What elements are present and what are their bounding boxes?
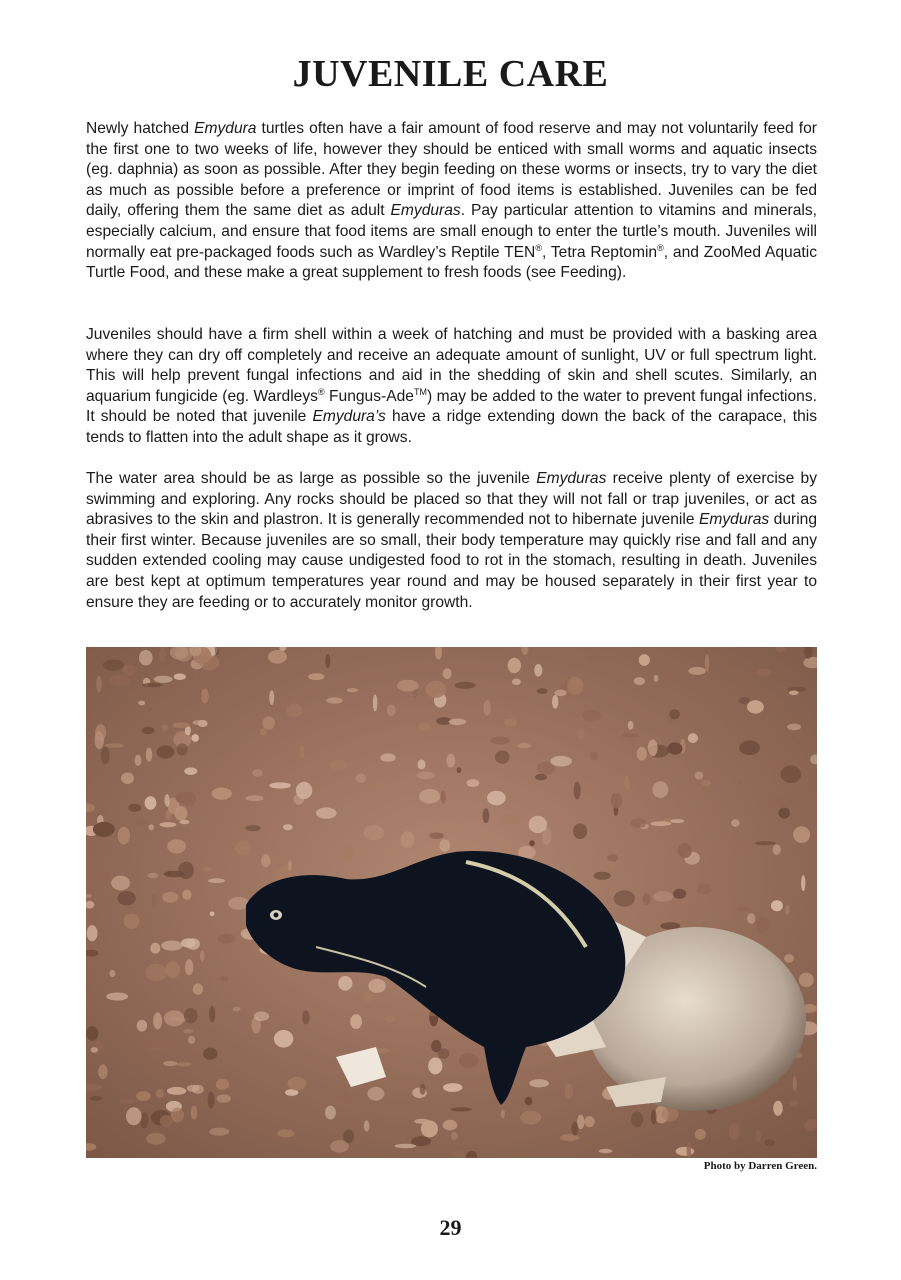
gravel-pebble [395,1144,416,1149]
gravel-pebble [262,717,275,730]
gravel-pebble [590,752,599,761]
gravel-pebble [135,755,142,766]
gravel-pebble [520,1111,541,1125]
gravel-pebble [212,788,232,800]
gravel-pebble [252,769,263,777]
gravel-pebble [87,925,98,941]
gravel-pebble [622,733,639,737]
text-run: , and ZooMed Aquatic Turtle Food, and these make a great supplement to fresh foods (see Feeding). [86,243,817,282]
gravel-pebble [160,822,177,827]
gravel-pebble [764,1139,775,1146]
gravel-pebble [705,654,710,671]
gravel-pebble [737,906,749,911]
gravel-pebble [330,760,347,771]
gravel-pebble [642,893,650,905]
gravel-pebble [203,1048,217,1060]
gravel-pebble [187,1085,200,1092]
gravel-pebble [159,648,166,663]
gravel-pebble [109,675,130,686]
gravel-pebble [182,890,191,900]
gravel-pebble [370,783,385,787]
gravel-pebble [142,727,155,735]
gravel-pebble [731,819,739,826]
gravel-pebble [162,892,178,903]
gravel-pebble [676,1147,694,1156]
gravel-pebble [419,789,440,804]
photo-caption: Photo by Darren Green. [703,1160,817,1172]
gravel-pebble [373,695,378,712]
gravel-pebble [446,754,455,768]
gravel-pebble [451,1107,472,1111]
gravel-pebble [296,782,312,799]
paragraph [86,119,817,284]
gravel-pebble [651,821,672,826]
gravel-pebble [440,839,451,852]
gravel-pebble [653,891,673,902]
gravel-pebble [668,742,683,754]
gravel-pebble [157,745,175,758]
gravel-pebble [245,795,263,801]
gravel-pebble [451,1132,458,1140]
gravel-pebble [235,841,251,855]
gravel-pebble [793,826,810,843]
gravel-pebble [554,690,566,697]
page-title: JUVENILE CARE [292,53,609,95]
gravel-pebble [120,1099,136,1104]
text-run: have a ridge extending down the back of the carapace, this tends to flatten into the adult shape as it grows. [86,408,817,446]
gravel-pebble [203,866,211,871]
trademark-mark: ® [535,242,542,253]
gravel-pebble [123,914,139,929]
gravel-pebble [164,1010,184,1026]
gravel-pebble [571,1122,578,1136]
gravel-pebble [652,781,668,798]
gravel-pebble [512,679,521,686]
gravel-pebble [368,979,385,993]
gravel-pebble [631,1111,643,1127]
gravel-pebble [565,1084,573,1100]
gravel-pebble [217,1094,231,1102]
gravel-pebble [400,831,414,848]
gravel-pebble [176,1062,192,1066]
gravel-pebble [695,1129,706,1140]
gravel-pebble [364,1120,370,1131]
gravel-pebble [624,775,629,790]
gravel-pebble [739,779,743,785]
gravel-pebble [338,976,352,991]
gravel-pebble [651,1109,657,1124]
gravel-pebble [109,970,115,977]
gravel-pebble [111,876,130,891]
gravel-pebble [93,822,115,837]
gravel-pebble [688,733,698,743]
gravel-pebble [183,1029,193,1033]
gravel-pebble [161,941,182,951]
gravel-pebble [143,683,162,687]
gravel-pebble [283,824,293,830]
gravel-pebble [550,756,572,767]
gravel-pebble [286,704,302,717]
paragraph [86,325,817,449]
gravel-pebble [420,1084,426,1095]
gravel-pebble [287,1077,306,1091]
gravel-pebble [637,747,647,761]
gravel-pebble [426,681,446,698]
gravel-pebble [417,772,435,780]
gravel-pebble [148,1040,169,1050]
gravel-pebble [739,741,760,756]
italic-term: Emyduras [536,470,607,487]
gravel-pebble [508,658,521,673]
gravel-pebble [288,861,292,871]
gravel-pebble [194,671,200,677]
gravel-pebble [367,1087,384,1101]
gravel-pebble [747,913,755,924]
gravel-pebble [747,700,764,713]
gravel-pebble [128,804,141,812]
gravel-pebble [95,724,106,741]
gravel-pebble [268,650,287,664]
gravel-pebble [529,1079,549,1087]
gravel-pebble [149,824,154,830]
gravel-pebble [347,688,359,692]
gravel-pebble [101,747,110,764]
text-run: turtles often have a fair amount of food reserve and may not voluntarily feed for the first one to two weeks of life, however they should be enticed with small worms and aquatic insects (eg. daphnia) as soon as possible. After they begin feeding on these worms or insects, try to vary the diet as much as possible before a preference or imprint of food items is established. Juveniles can be fed daily, offering them the same diet as adult [86,120,817,220]
gravel-pebble [529,816,547,833]
gravel-pebble [208,1091,215,1109]
text-run: Juveniles should have a firm shell within a week of hatching and must be provided with a basking area where they can dry off completely and receive an adequate amount of sunlight, UV or full spectrum light. This will help prevent fungal infections and aid in the shedding of skin and shell scutes. Similarly, an aquarium fungicide (eg. Wardleys [86,326,817,405]
gravel-pebble [487,791,506,806]
gravel-pebble [793,1076,797,1092]
gravel-pebble [98,1064,108,1079]
gravel-pebble [560,1134,579,1141]
gravel-pebble [138,701,145,706]
gravel-pebble [126,1107,142,1125]
gravel-pebble [96,676,102,693]
gravel-pebble [216,1079,229,1090]
gravel-pebble [163,1061,177,1066]
gravel-pebble [201,689,209,704]
gravel-pebble [121,773,134,784]
gravel-pebble [192,720,203,725]
body-paragraph-1 [86,119,817,304]
gravel-pebble [101,871,110,885]
gravel-pebble [165,794,170,807]
gravel-pebble [153,1012,162,1029]
gravel-pebble [573,823,587,839]
gravel-pebble [118,827,130,845]
gravel-pebble [175,792,192,804]
gravel-pebble [534,664,542,677]
gravel-pebble [654,675,659,682]
gravel-pebble [274,1030,293,1048]
gravel-pebble [160,1115,173,1127]
gravel-pebble [457,767,462,773]
italic-term: Emydura’s [312,408,386,426]
gravel-pebble [151,894,156,906]
gravel-pebble [308,673,324,680]
gravel-pebble [467,779,480,787]
gravel-pebble [535,774,547,780]
gravel-pebble [599,1149,613,1153]
gravel-pebble [670,819,684,823]
gravel-pebble [418,723,431,731]
gravel-pebble [185,959,193,975]
text-run: Newly hatched [86,120,195,137]
text-run: during their first winter. Because juveniles are so small, their body temperature may quickly rise and fall and any sudden extended cooling may cause undigested food to rot in the stomach, resulting in death. Juveniles are best kept at optimum temperatures year round and may be housed separately in their first year to ensure they are feeding or to accurately monitor growth. [86,511,818,611]
gravel-pebble [414,1119,430,1124]
gravel-pebble [339,845,355,861]
gravel-pebble [397,680,419,692]
gravel-pebble [178,862,194,880]
trademark-mark: TM [413,386,427,397]
gravel-pebble [552,695,558,709]
gravel-pebble [670,709,680,719]
gravel-pebble [269,690,274,705]
trademark-mark: ® [657,242,664,253]
gravel-pebble [184,1008,198,1023]
gravel-pebble [380,753,395,761]
gravel-pebble [484,700,491,715]
hatchling-photo [86,647,817,1158]
gravel-pebble [162,725,168,732]
gravel-pebble [122,664,135,676]
gravel-pebble [217,934,235,944]
gravel-pebble [139,650,153,666]
gravel-pebble [418,760,426,770]
gravel-pebble [136,1091,151,1101]
gravel-pebble [356,773,366,783]
gravel-pebble [491,737,510,745]
gravel-pebble [756,669,771,677]
gravel-pebble [614,890,635,906]
gravel-pebble [154,676,173,683]
gravel-pebble [316,807,337,818]
gravel-pebble [795,736,801,740]
gravel-pebble [343,1129,354,1143]
paragraph [86,469,817,613]
gravel-pebble [86,1026,98,1040]
gravel-pebble [554,1121,560,1134]
gravel-pebble [790,1100,798,1106]
gravel-pebble [504,719,517,727]
gravel-pebble [188,1036,195,1044]
gravel-pebble [773,844,781,854]
text-run: receive plenty of exercise by swimming and exploring. Any rocks should be placed so that they will not fall or trap juveniles, or act as abrasives to the skin and plastron. It is generally recommended not to hibernate juvenile [86,470,817,529]
gravel-pebble [695,772,704,780]
trademark-mark: ® [317,386,325,397]
gravel-pebble [771,900,783,911]
gravel-pebble [168,1038,182,1047]
gravel-pebble [167,1087,186,1095]
gravel-pebble [770,795,790,808]
gravel-pebble [582,710,601,721]
gravel-pebble [325,1106,336,1120]
gravel-pebble [145,796,157,809]
gravel-pebble [525,1097,533,1106]
gravel-pebble [106,993,128,1001]
gravel-pebble [611,793,622,809]
gravel-pebble [269,782,291,788]
gravel-pebble [639,654,650,666]
gravel-pebble [801,875,805,891]
gravel-pebble [364,989,371,1002]
gravel-pebble [209,1006,215,1023]
hatchling-illustration [86,647,817,1158]
gravel-pebble [567,677,583,695]
gravel-pebble [634,677,645,685]
text-run: . Pay particular attention to vitamins and minerals, especially calcium, and ensure that food items are small enough to enter the turtle’s mouth. Juveniles will normally eat pre-packaged foods such as Wardley’s Reptile TEN [86,202,817,261]
gravel-pebble [799,973,814,987]
text-run: The water area should be as large as possible so the juvenile [86,470,537,487]
gravel-pebble [254,1011,269,1021]
gravel-pebble [701,780,711,786]
gravel-pebble [756,1129,762,1143]
gravel-pebble [631,818,647,828]
gravel-pebble [459,1053,478,1068]
text-run: ) may be added to the water to prevent fungal infections. It should be noted that juvenile [86,387,817,426]
gravel-pebble [167,871,171,875]
gravel-pebble [665,673,681,679]
gravel-pebble [245,825,260,831]
gravel-pebble [350,1014,362,1029]
gravel-pebble [577,1115,584,1130]
gravel-pebble [363,825,384,840]
gravel-pebble [179,820,189,824]
gravel-pebble [173,722,191,728]
gravel-pebble [517,743,531,748]
gravel-pebble [773,1101,783,1116]
gravel-pebble [384,1015,395,1022]
gravel-pebble [177,743,188,755]
gravel-pebble [191,1106,198,1120]
gravel-pebble [193,983,203,994]
gravel-pebble [145,964,167,982]
gravel-pebble [673,889,686,899]
gravel-pebble [325,654,330,668]
italic-term: Emydura [194,120,257,137]
gravel-pebble [300,745,304,759]
gravel-pebble [333,1093,350,1101]
gravel-pebble [501,1110,505,1118]
gravel-pebble [755,841,776,845]
italic-term: Emyduras [698,511,770,529]
gravel-pebble [739,697,750,704]
gravel-pebble [443,668,452,679]
gravel-pebble [455,682,476,689]
gravel-pebble [148,873,159,878]
gravel-pebble [103,954,109,962]
gravel-pebble [577,727,585,738]
gravel-pebble [729,1123,740,1140]
gravel-pebble [784,954,794,963]
gravel-pebble [192,734,199,742]
gravel-pebble [89,1096,102,1101]
body-paragraph-3 [86,469,817,634]
gravel-pebble [137,1020,147,1032]
gravel-pebble [607,854,618,862]
gravel-pebble [118,891,136,905]
text-run: , Tetra Reptomin [541,243,658,261]
gravel-pebble [428,1057,442,1074]
gravel-pebble [103,660,125,671]
gravel-pebble [648,740,658,757]
gravel-pebble [167,839,186,853]
gravel-pebble [785,905,790,914]
gravel-pebble [529,840,535,846]
gravel-pebble [150,943,160,954]
gravel-pebble [165,961,180,978]
gravel-pebble [443,1083,462,1092]
gravel-pebble [537,688,548,694]
gravel-pebble [387,705,396,716]
gravel-pebble [156,1089,164,1098]
gravel-pebble [756,916,770,933]
gravel-pebble [105,743,124,748]
gravel-pebble [687,1141,692,1158]
gravel-pebble [181,938,196,947]
gravel-pebble [260,729,267,735]
body-paragraph-2 [86,325,817,469]
page-number: 29 [439,1215,462,1240]
gravel-pebble [135,819,148,827]
gravel-pebble [261,854,270,867]
gravel-pebble [697,883,712,895]
gravel-pebble [431,1040,441,1052]
gravel-pebble [584,1116,594,1127]
gravel-pebble [146,1133,166,1145]
gravel-pebble [91,1047,99,1053]
gravel-pebble [483,808,490,823]
gravel-pebble [184,767,197,775]
gravel-pebble [688,667,706,675]
gravel-pebble [200,950,205,962]
gravel-pebble [441,790,446,803]
gravel-pebble [429,832,443,839]
gravel-pebble [146,748,152,762]
gravel-pebble [302,1010,310,1024]
gravel-pebble [778,808,790,819]
gravel-pebble [209,1128,229,1136]
italic-term: Emyduras [390,202,461,220]
gravel-pebble [574,782,581,800]
gravel-pebble [220,976,229,982]
gravel-pebble [174,673,186,680]
gravel-pebble [607,861,616,870]
gravel-pebble [781,766,802,784]
text-run: Fungus-Ade [324,387,414,405]
gravel-pebble [277,1129,294,1137]
gravel-pebble [495,751,510,764]
gravel-pebble [443,1120,458,1131]
gravel-pebble [789,691,799,696]
gravel-pebble [585,656,605,661]
gravel-pebble [210,912,215,917]
gravel-pebble [411,1136,431,1146]
gravel-pebble [628,721,634,730]
gravel-pebble [326,697,342,703]
gravel-pebble [500,815,520,827]
gravel-pebble [594,872,611,880]
gravel-pebble [787,724,801,731]
gravel-pebble [208,878,225,883]
gravel-pebble [233,1007,241,1011]
gravel-pebble [678,843,692,858]
gravel-pebble [449,719,467,726]
